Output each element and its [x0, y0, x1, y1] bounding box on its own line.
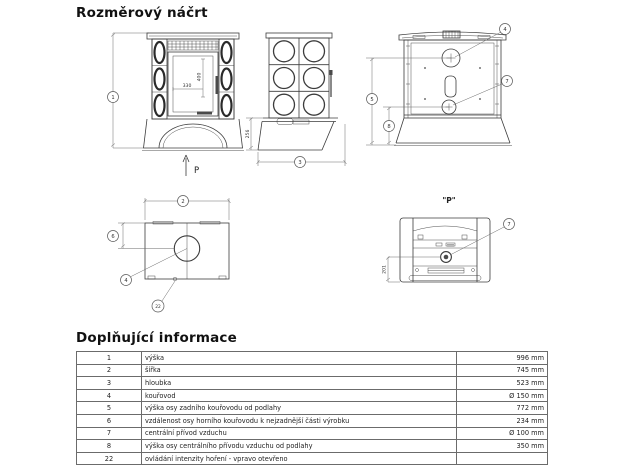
callout-2-label: 2 — [181, 199, 185, 205]
view-direction-arrow — [183, 155, 199, 176]
row-number: 2 — [77, 364, 142, 377]
row-description: výška osy zadního kouřovodu od podlahy — [142, 402, 457, 415]
row-number: 22 — [77, 452, 142, 465]
view-p-title: "P" — [442, 196, 456, 205]
table-row — [77, 352, 548, 365]
callout-7-label: 7 — [505, 79, 509, 85]
front-view — [108, 33, 245, 176]
row-value: 234 mm — [457, 414, 548, 427]
back-slot — [445, 76, 456, 97]
callout-7-bottom-label: 7 — [507, 222, 511, 228]
row-number: 8 — [77, 440, 142, 453]
callout-4-plan-label: 4 — [124, 278, 128, 284]
row-value: 350 mm — [457, 440, 548, 453]
view-direction-label: P — [194, 166, 200, 176]
row-value: 772 mm — [457, 402, 548, 415]
callout-5-label: 5 — [370, 97, 374, 103]
table-row — [77, 452, 548, 465]
row-value: 523 mm — [457, 377, 548, 390]
dim-inlet-offset: 201 — [382, 265, 388, 274]
back-view — [366, 24, 513, 146]
table-row — [77, 440, 548, 453]
page-title: Rozměrový náčrt — [76, 5, 208, 21]
table-row — [77, 402, 548, 415]
row-description: vzdálenost osy horního kouřovodu k nejzadnější části výrobku — [142, 414, 457, 427]
row-description: šířka — [142, 364, 457, 377]
door-sill — [197, 112, 212, 115]
view-p — [382, 196, 515, 282]
top-grille — [168, 41, 218, 50]
row-value: 745 mm — [457, 364, 548, 377]
row-description: kouřovod — [142, 389, 457, 402]
row-number: 1 — [77, 352, 142, 365]
info-table — [76, 351, 548, 465]
door-handle — [216, 76, 219, 94]
table-row — [77, 414, 548, 427]
dim-base-height: 256 — [246, 129, 251, 139]
row-number: 5 — [77, 402, 142, 415]
row-number: 7 — [77, 427, 142, 440]
row-description: výška osy centrálního přívodu vzduchu od podlahy — [142, 440, 457, 453]
side-door-handle — [330, 70, 333, 75]
callout-3-label: 3 — [298, 160, 302, 166]
row-number: 3 — [77, 377, 142, 390]
row-number: 4 — [77, 389, 142, 402]
plan-view — [108, 196, 231, 313]
table-row — [77, 389, 548, 402]
callout-6-label: 6 — [111, 234, 115, 240]
callout-1-label: 1 — [111, 95, 115, 101]
row-description: výška — [142, 352, 457, 365]
side-view — [245, 33, 347, 168]
dim-door-height: 400 — [197, 72, 203, 82]
info-section-title: Doplňující informace — [76, 330, 237, 346]
row-value — [457, 452, 548, 465]
row-value: Ø 150 mm — [457, 389, 548, 402]
plinth-arch — [159, 124, 227, 148]
callout-22-label: 22 — [155, 305, 161, 310]
stove-door — [168, 52, 218, 116]
row-value: 996 mm — [457, 352, 548, 365]
row-number: 6 — [77, 414, 142, 427]
row-description: centrální přívod vzduchu — [142, 427, 457, 440]
dim-door-width: 330 — [182, 84, 192, 89]
table-row — [77, 427, 548, 440]
door-glass — [173, 56, 213, 112]
row-description: hloubka — [142, 377, 457, 390]
callout-8-label: 8 — [387, 124, 391, 130]
table-row — [77, 364, 548, 377]
callout-4-label: 4 — [503, 27, 507, 33]
row-value: Ø 100 mm — [457, 427, 548, 440]
row-description: ovládání intenzity hoření - vpravo otevřeno — [142, 452, 457, 465]
table-row — [77, 377, 548, 390]
